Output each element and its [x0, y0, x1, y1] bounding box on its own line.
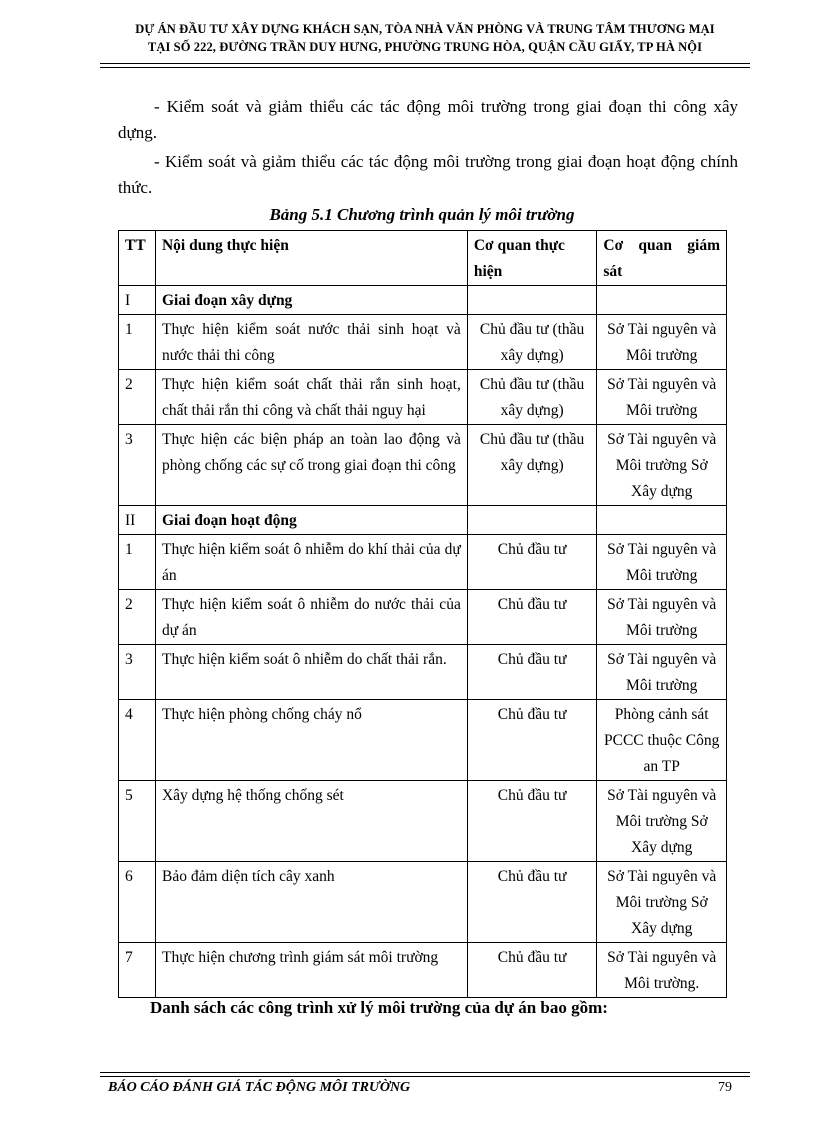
section-title: Giai đoạn xây dựng — [155, 286, 467, 315]
table-row — [119, 645, 727, 700]
paragraph-2-text: - Kiểm soát và giảm thiểu các tác động môi trường trong giai đoạn hoạt động chính thức. — [118, 152, 738, 197]
table-row — [119, 862, 727, 943]
table-row — [119, 535, 727, 590]
table-header-row — [119, 231, 727, 286]
empty-cell — [597, 506, 727, 535]
row-supervisor: Sở Tài nguyên và Môi trường Sở Xây dựng — [597, 862, 727, 943]
empty-cell — [597, 286, 727, 315]
row-supervisor: Sở Tài nguyên và Môi trường. — [597, 943, 727, 998]
footer-rule — [100, 1072, 750, 1077]
row-agency: Chủ đầu tư (thầu xây dựng) — [467, 425, 597, 506]
row-content: Thực hiện kiểm soát chất thải rắn sinh hoạt, chất thải rắn thi công và chất thải nguy hại — [155, 370, 467, 425]
header-supervisor — [597, 231, 727, 286]
table-row — [119, 700, 727, 781]
row-agency: Chủ đầu tư (thầu xây dựng) — [467, 370, 597, 425]
row-agency: Chủ đầu tư — [467, 943, 597, 998]
table-caption: Bảng 5.1 Chương trình quản lý môi trường — [269, 205, 575, 224]
row-agency: Chủ đầu tư — [467, 862, 597, 943]
row-agency: Chủ đầu tư — [467, 781, 597, 862]
row-agency: Chủ đầu tư — [467, 590, 597, 645]
header-line-2: TẠI SỐ 222, ĐƯỜNG TRẦN DUY HƯNG, PHƯỜNG TRUNG HÒA, QUẬN CẦU GIẤY, TP HÀ NỘI — [147, 40, 703, 54]
header-supervisor-text: Cơ quan giám sát — [603, 237, 720, 280]
row-agency: Chủ đầu tư — [467, 535, 597, 590]
after-table-text: Danh sách các công trình xử lý môi trường của dự án bao gồm: — [150, 998, 608, 1017]
row-number: 2 — [119, 370, 156, 425]
header-rule — [100, 63, 750, 68]
row-content: Thực hiện chương trình giám sát môi trường — [155, 943, 467, 998]
row-number: 1 — [119, 535, 156, 590]
row-agency: Chủ đầu tư (thầu xây dựng) — [467, 315, 597, 370]
section-number: II — [119, 506, 156, 535]
row-supervisor: Sở Tài nguyên và Môi trường — [597, 590, 727, 645]
row-content: Thực hiện các biện pháp an toàn lao động và phòng chống các sự cố trong giai đoạn thi công — [155, 425, 467, 506]
row-agency: Chủ đầu tư — [467, 645, 597, 700]
row-content: Thực hiện kiểm soát ô nhiễm do nước thải của dự án — [155, 590, 467, 645]
row-content: Thực hiện kiểm soát ô nhiễm do chất thải rắn. — [155, 645, 467, 700]
header-agency: Cơ quan thực hiện — [467, 231, 597, 286]
empty-cell — [467, 506, 597, 535]
row-number: 3 — [119, 645, 156, 700]
row-supervisor: Phòng cảnh sát PCCC thuộc Công an TP — [597, 700, 727, 781]
table-row — [119, 781, 727, 862]
footer-title: BÁO CÁO ĐÁNH GIÁ TÁC ĐỘNG MÔI TRƯỜNG — [108, 1080, 411, 1095]
table-row — [119, 943, 727, 998]
row-content: Thực hiện kiểm soát ô nhiễm do khí thải của dự án — [155, 535, 467, 590]
row-number: 4 — [119, 700, 156, 781]
paragraph-1-text: - Kiểm soát và giảm thiểu các tác động môi trường trong giai đoạn thi công xây dựng. — [118, 97, 738, 142]
row-number: 2 — [119, 590, 156, 645]
section-number: I — [119, 286, 156, 315]
header-tt: TT — [119, 231, 156, 286]
section-title: Giai đoạn hoạt động — [155, 506, 467, 535]
row-number: 1 — [119, 315, 156, 370]
section-row — [119, 506, 727, 535]
row-number: 3 — [119, 425, 156, 506]
empty-cell — [467, 286, 597, 315]
row-supervisor: Sở Tài nguyên và Môi trường Sở Xây dựng — [597, 425, 727, 506]
row-agency: Chủ đầu tư — [467, 700, 597, 781]
row-content: Thực hiện phòng chống cháy nổ — [155, 700, 467, 781]
row-number: 5 — [119, 781, 156, 862]
row-content: Bảo đảm diện tích cây xanh — [155, 862, 467, 943]
header-line-1: DỰ ÁN ĐẦU TƯ XÂY DỰNG KHÁCH SẠN, TÒA NHÀ VĂN PHÒNG VÀ TRUNG TÂM THƯƠNG MẠI — [135, 22, 715, 36]
table-row — [119, 590, 727, 645]
table-row — [119, 425, 727, 506]
paragraph-1 — [118, 94, 738, 146]
environmental-management-table — [118, 230, 727, 998]
paragraph-2 — [118, 149, 738, 201]
row-content: Thực hiện kiểm soát nước thải sinh hoạt và nước thải thi công — [155, 315, 467, 370]
row-content: Xây dựng hệ thống chống sét — [155, 781, 467, 862]
row-supervisor: Sở Tài nguyên và Môi trường — [597, 370, 727, 425]
table-row — [119, 315, 727, 370]
page-number: 79 — [718, 1080, 732, 1095]
table-row — [119, 370, 727, 425]
document-header — [100, 20, 750, 56]
row-number: 6 — [119, 862, 156, 943]
row-supervisor: Sở Tài nguyên và Môi trường — [597, 535, 727, 590]
header-content: Nội dung thực hiện — [155, 231, 467, 286]
row-supervisor: Sở Tài nguyên và Môi trường — [597, 645, 727, 700]
row-number: 7 — [119, 943, 156, 998]
row-supervisor: Sở Tài nguyên và Môi trường Sở Xây dựng — [597, 781, 727, 862]
section-row — [119, 286, 727, 315]
row-supervisor: Sở Tài nguyên và Môi trường — [597, 315, 727, 370]
